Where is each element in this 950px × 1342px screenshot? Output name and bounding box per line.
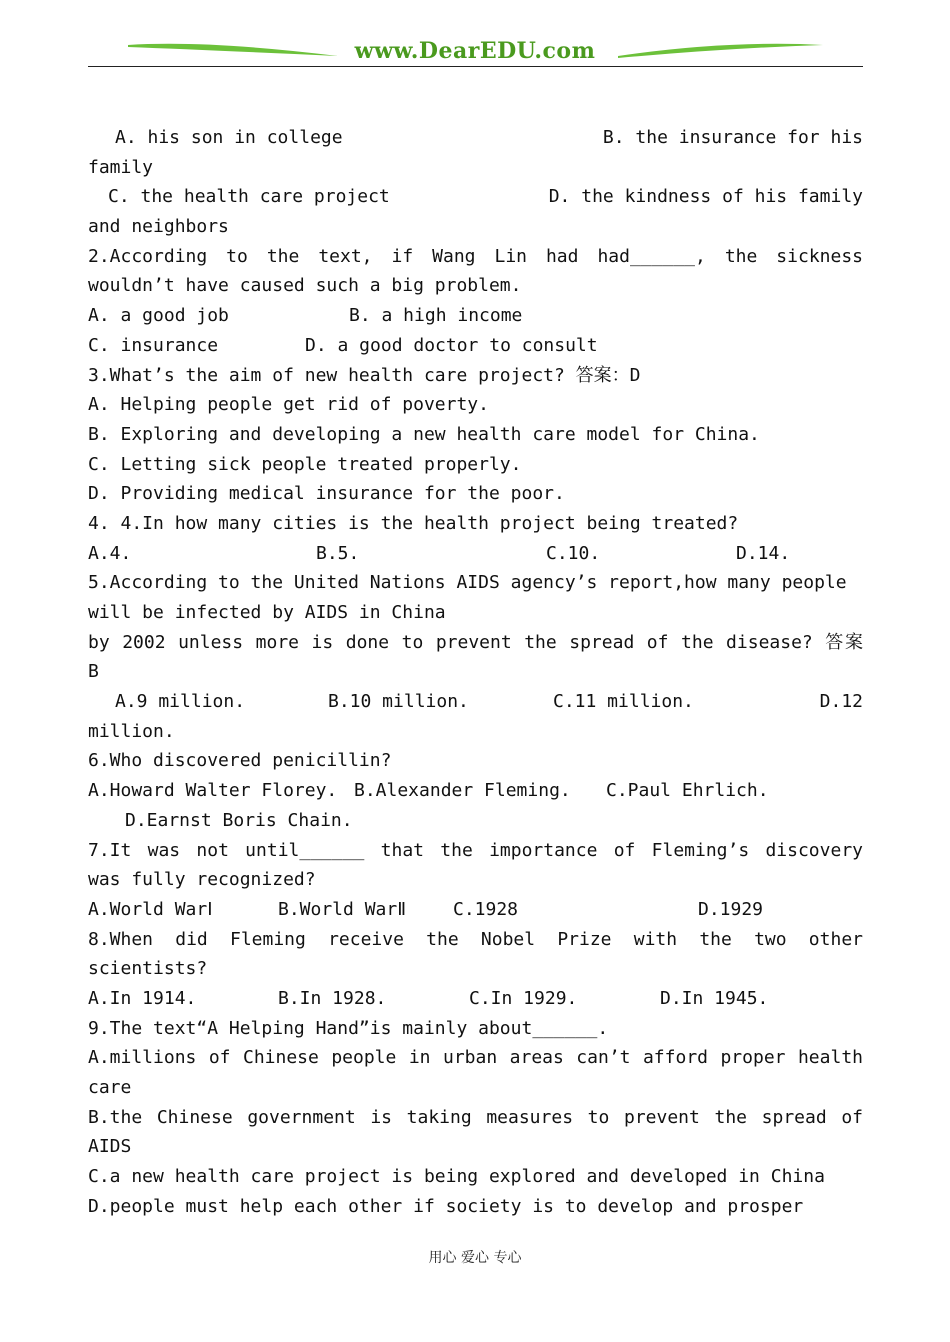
q7-stem: 7.It was not until______ that the importance of Fleming’s discovery <box>88 839 863 861</box>
q8-stem-continued: scientists? <box>88 958 208 980</box>
q1-option-c: C. the health care project <box>108 186 390 208</box>
q5-option-d-continued: million. <box>88 720 175 742</box>
q8-stem: 8.When did Fleming receive the Nobel Prize with the two other <box>88 928 863 950</box>
q2-stem-continued: wouldn’t have caused such a big problem. <box>88 275 522 297</box>
q9-stem: 9.The text“A Helping Hand”is mainly about______. <box>88 1017 609 1039</box>
q3-option-c: C. Letting sick people treated properly. <box>88 453 522 475</box>
q6-option-a: A.Howard Walter Florey. <box>88 780 338 802</box>
q1-option-b-continued: family <box>88 156 154 178</box>
q4-option-b: B.5. <box>316 542 360 564</box>
q4-stem: 4. 4.In how many cities is the health project being treated? <box>88 512 739 534</box>
q4-option-a: A.4. <box>88 542 132 564</box>
document-body <box>88 123 863 1221</box>
q8-option-b: B.In 1928. <box>278 987 387 1009</box>
q5-option-b: B.10 million. <box>328 691 469 713</box>
q5-stem-continued-2: by 2002 unless more is done to prevent the spread of the disease? 答案 <box>88 631 863 653</box>
q5-option-c: C.11 million. <box>553 691 694 713</box>
q1-options-row-2 <box>88 182 863 212</box>
q2-options-row-1 <box>88 301 863 331</box>
header-rule <box>88 66 863 67</box>
q9-option-a: A.millions of Chinese people in urban areas can’t afford proper health <box>88 1047 863 1069</box>
q5-option-a: A.9 million. <box>115 691 246 713</box>
q2-option-d: D. a good doctor to consult <box>305 334 598 356</box>
q3-option-b: B. Exploring and developing a new health care model for China. <box>88 423 760 445</box>
q7-option-d: D.1929 <box>698 898 764 920</box>
q5-stem: 5.According to the United Nations AIDS agency’s report,how many people <box>88 572 847 594</box>
q5-answer: B <box>88 661 99 683</box>
q6-options-row-2 <box>88 806 863 836</box>
q3-option-a: A. Helping people get rid of poverty. <box>88 394 489 416</box>
page-footer: 用心 爱心 专心 <box>428 1250 522 1266</box>
q2-option-a: A. a good job <box>88 305 229 327</box>
q3-option-d: D. Providing medical insurance for the poor. <box>88 483 565 505</box>
q4-option-d: D.14. <box>736 542 791 564</box>
q6-option-b: B.Alexander Fleming. <box>354 780 571 802</box>
q1-option-a: A. his son in college <box>115 127 343 148</box>
q2-stem: 2.According to the text, if Wang Lin had had______, the sickness <box>88 245 863 267</box>
brand-logo: www.DearEDU.com <box>354 38 596 64</box>
q9-option-b-continued: AIDS <box>88 1136 132 1158</box>
q3-stem: 3.What’s the aim of new health care project? 答案：D <box>88 364 641 386</box>
q8-option-c: C.In 1929. <box>469 987 578 1009</box>
q8-options-row <box>88 984 863 1014</box>
q9-option-a-continued: care <box>88 1077 132 1098</box>
q2-option-b: B. a high income <box>349 305 523 327</box>
q7-option-c: C.1928 <box>453 898 519 920</box>
q5-option-d: D.12 <box>819 691 863 713</box>
q6-stem: 6.Who discovered penicillin? <box>88 750 392 772</box>
q7-option-b: B.World WarⅡ <box>278 898 407 920</box>
q7-option-a: A.World WarⅠ <box>88 898 213 920</box>
q9-option-c: C.a new health care project is being explored and developed in China <box>88 1166 825 1188</box>
q4-options-row <box>88 539 863 569</box>
q1-options-row-1 <box>88 123 863 153</box>
q7-stem-continued: was fully recognized? <box>88 869 316 891</box>
q7-options-row <box>88 895 863 925</box>
q9-option-b: B.the Chinese government is taking measures to prevent the spread of <box>88 1106 863 1128</box>
q1-option-d: D. the kindness of his family <box>548 186 863 208</box>
q2-options-row-2 <box>88 331 863 361</box>
q6-option-c: C.Paul Ehrlich. <box>606 780 769 802</box>
q2-option-c: C. insurance <box>88 334 219 356</box>
q6-options-row <box>88 776 863 806</box>
q8-option-d: D.In 1945. <box>660 987 769 1009</box>
q9-option-d: D.people must help each other if society is to develop and prosper <box>88 1195 804 1217</box>
q5-options-row <box>88 687 863 717</box>
q4-option-c: C.10. <box>546 542 601 564</box>
q6-option-d: D.Earnst Boris Chain. <box>125 809 353 831</box>
q8-option-a: A.In 1914. <box>88 987 197 1009</box>
q5-stem-continued: will be infected by AIDS in China <box>88 602 446 623</box>
q1-option-b: B. the insurance for his <box>602 127 863 148</box>
q1-option-d-continued: and neighbors <box>88 216 229 238</box>
